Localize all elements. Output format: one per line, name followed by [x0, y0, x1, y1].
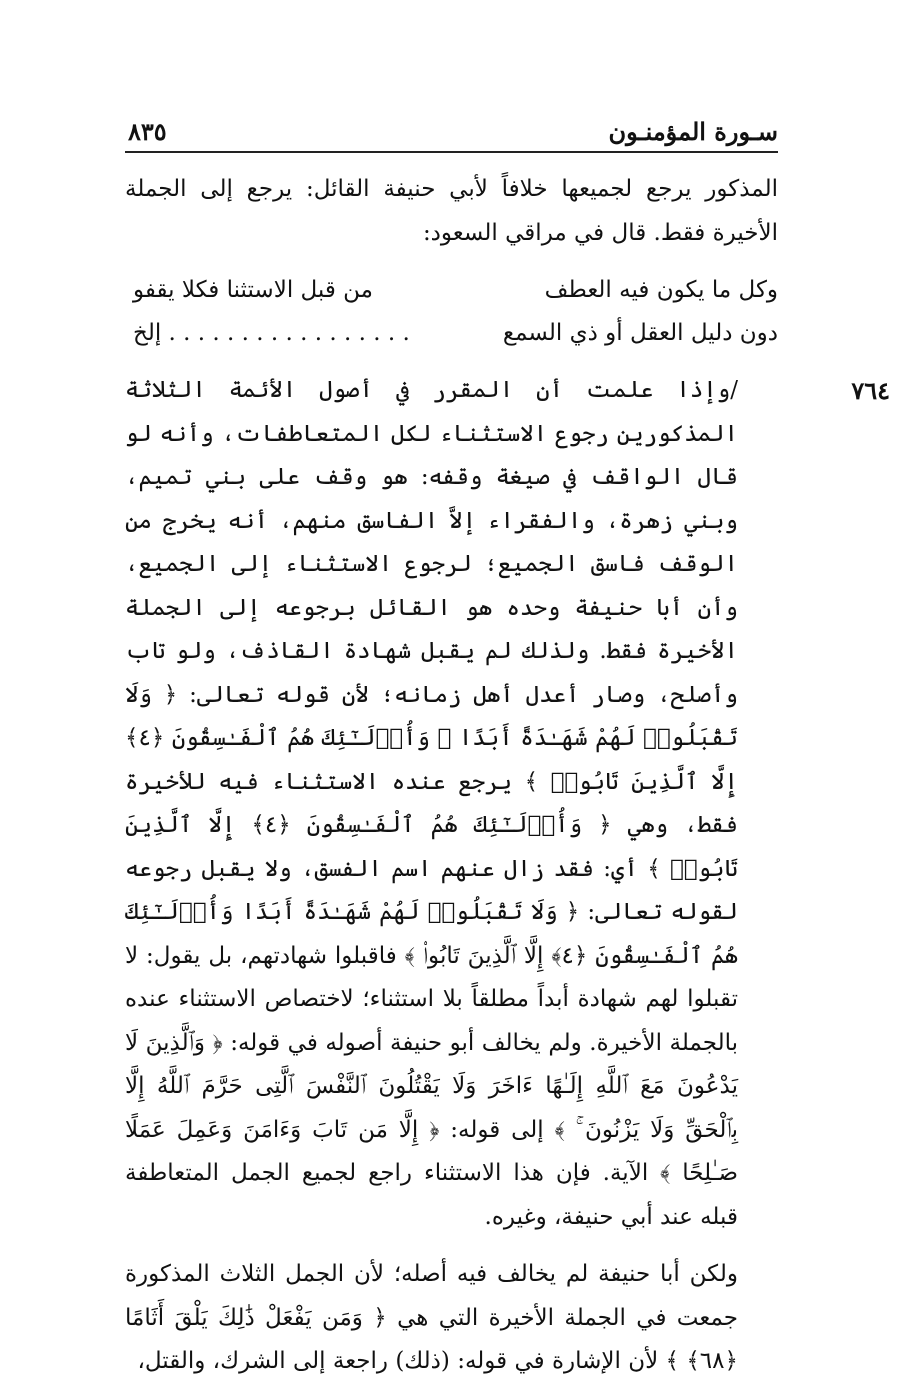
margin-page-marker: ٧٦٤ — [851, 376, 890, 405]
page-number: ٨٣٥ — [128, 117, 167, 146]
poem-line-1 — [125, 269, 778, 312]
spacer — [125, 1239, 778, 1253]
poem-hemistich-right: دون دليل العقل أو ذي السمع — [502, 320, 778, 346]
spacer — [125, 355, 778, 369]
paragraph-3: ولكن أبا حنيفة لم يخالف فيه أصله؛ لأن الجمل الثلاث المذكورة جمعت في الجملة الأخيرة التي هي ﴿ وَمَن يَفْعَلْ ذَٰلِكَ يَلْقَ أَثَامًا ﴿٦٨﴾ ﴾ لأن الإشارة في قوله: (ذلك) راجعة إلى الشرك، والقتل، — [125, 1261, 738, 1374]
paragraph-2: /وإذا علمت أن المقرر في أصول الأئمة الثلاثة المذكورين رجوع الاستثناء لكل المتعاطفات، وأنه لو قال الواقف في صيغة وقفه: هو وقف على بني تميم، وبني زهرة، والفقراء إلاَّ الفاسق منهم، أنه يخرج من الوقف فاسق الجميع؛ لرجوع الاستثناء إلى الجميع، وأن أبا حنيفة وحده هو القائل برجوعه إلى الجملة الأخيرة فقط. ولذلك لم يقبل شهادة القاذف، ولو تاب وأصلح، وصار أعدل أهل زمانه؛ لأن قوله تعالى: ﴿ وَلَا تَقْبَلُوا۟ لَهُمْ شَهَـٰدَةً أَبَدًا ۚ وَأُو۟لَـٰٓئِكَ هُمُ ٱلْفَـٰسِقُونَ ﴿٤﴾ إِلَّا ٱلَّذِينَ تَابُوا۟ ﴾ يرجع عنده الاستثناء فيه للأخيرة فقط، وهي ﴿ وَأُو۟لَـٰٓئِكَ هُمُ ٱلْفَـٰسِقُونَ ﴿٤﴾ إِلَّا ٱلَّذِينَ تَابُوا۟ ﴾ أي: فقد زال عنهم اسم الفسق، ولا يقبل رجوعه لقوله تعالى: ﴿ وَلَا تَقْبَلُوا۟ لَهُمْ شَهَـٰدَةً أَبَدًا وَأُو۟لَـٰٓئِكَ هُمُ ٱلْفَـٰسِقُونَ ﴿٤﴾ إِلَّا ٱلَّذِينَ تَابُوا۟ ﴾ فاقبلوا شهادتهم، بل يقول: لا تقبلوا لهم شهادة أبداً مطلقاً بلا استثناء؛ لاختصاص الاستثناء عنده بالجملة الأخيرة. ولم يخالف أبو حنيفة أصوله في قوله: ﴿ وَٱلَّذِينَ لَا يَدْعُونَ مَعَ ٱللَّهِ إِلَـٰهًا ءَاخَرَ وَلَا يَقْتُلُونَ ٱلنَّفْسَ ٱلَّتِى حَرَّمَ ٱللَّهُ إِلَّا بِٱلْحَقِّ وَلَا يَزْنُونَ ۚ ﴾ إلى قوله: ﴿ إِلَّا مَن تَابَ وَءَامَنَ وَعَمِلَ عَمَلًا صَـٰلِحًا ﴾ الآية. فإن هذا الاستثناء راجع لجميع الجمل المتعاطفة قبله عند أبي حنيفة، وغيره. — [125, 377, 738, 1230]
surah-title: سـورة المؤمنـون — [608, 117, 778, 146]
header-rule — [125, 151, 778, 153]
poem-hemistich-left: . . . . . . . . . . . . . . . . . إلخ — [133, 320, 410, 346]
spacer — [125, 255, 778, 269]
paragraph-1: المذكور يرجع لجميعها خلافاً لأبي حنيفة القائل: يرجع إلى الجملة الأخيرة فقط. قال في مراقي السعود: — [125, 176, 778, 246]
page-header — [128, 112, 778, 146]
poem-hemistich-right: وكل ما يكون فيه العطف — [544, 277, 778, 303]
paragraph-2-wrapper — [125, 369, 890, 1239]
poem-line-2 — [125, 312, 778, 355]
poem-hemistich-left: من قبل الاستثنا فكلا يقفو — [133, 277, 374, 303]
page-body — [125, 168, 890, 1384]
